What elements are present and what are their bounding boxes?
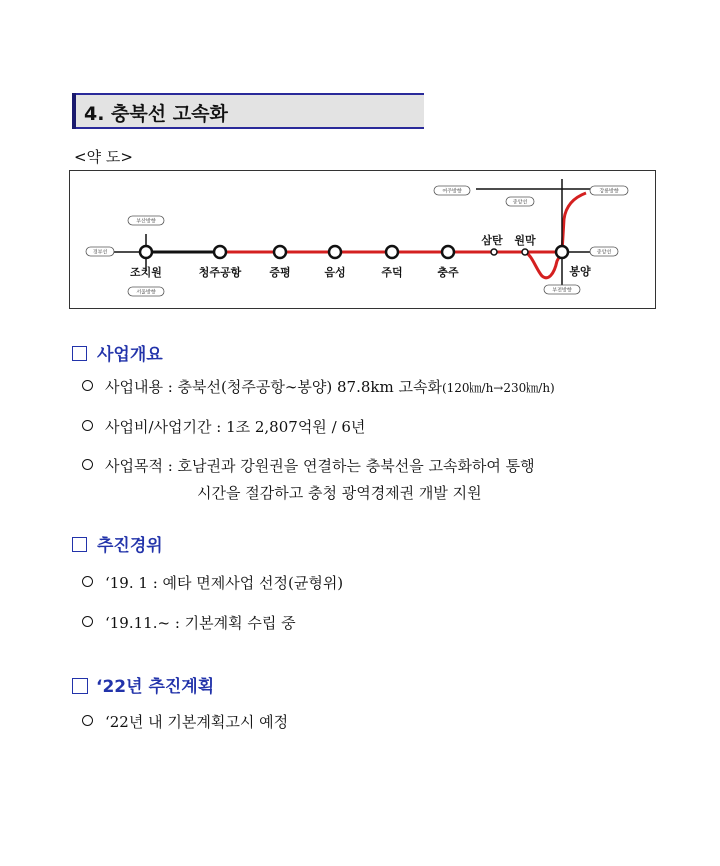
item-text: ‘19. 1 : 예타 면제사업 선정(균형위) — [105, 574, 344, 592]
heading-text: 추진경위 — [97, 536, 163, 556]
label-samtan: 삼탄 — [481, 234, 503, 247]
station-samtan — [491, 249, 497, 255]
station-bongyang — [556, 246, 568, 258]
bullet-circle-icon — [82, 420, 93, 431]
label-judeok: 주덕 — [381, 266, 403, 279]
label-jochiwon: 조치원 — [130, 266, 162, 279]
bullet-circle-icon — [82, 715, 93, 726]
svg-text:여주방향: 여주방향 — [442, 188, 462, 195]
tag-busan — [128, 216, 164, 225]
heading-text: ‘22년 추진계획 — [96, 677, 215, 697]
tag-yeoju — [434, 186, 470, 195]
page-title: 4. 충북선 고속화 — [84, 103, 228, 125]
list-item — [82, 711, 288, 732]
section-heading-plan — [72, 672, 214, 697]
svg-text:부산방향: 부산방향 — [136, 218, 156, 225]
section-heading-overview — [72, 340, 163, 365]
label-eumseong: 음성 — [324, 266, 346, 279]
section-heading-progress — [72, 531, 163, 556]
svg-text:강릉방향: 강릉방향 — [599, 188, 619, 195]
station-jochiwon — [140, 246, 152, 258]
station-chungju — [442, 246, 454, 258]
tag-bujeon — [544, 285, 580, 294]
label-bongyang: 봉양 — [569, 265, 591, 278]
checkbox-square-icon — [72, 537, 87, 552]
item-text: 사업비/사업기간 : 1조 2,807억원 / 6년 — [105, 418, 366, 436]
item-text: 사업목적 : 호남권과 강원권을 연결하는 충북선을 고속화하여 통행 — [105, 457, 535, 475]
checkbox-square-icon — [72, 678, 88, 694]
tag-jungang-top — [506, 197, 534, 206]
list-item — [82, 455, 535, 476]
svg-text:중앙선: 중앙선 — [596, 249, 612, 256]
label-chungju: 충주 — [437, 266, 459, 279]
list-item — [82, 572, 343, 593]
checkbox-square-icon — [72, 346, 87, 361]
tag-seoul — [128, 287, 164, 296]
bullet-circle-icon — [82, 380, 93, 391]
station-cheongju-airport — [214, 246, 226, 258]
route-map — [69, 170, 656, 309]
label-jeungpyeong: 증평 — [269, 266, 291, 279]
map-caption: <약 도> — [74, 148, 133, 166]
list-item — [82, 612, 296, 633]
title-accent-bar — [72, 93, 76, 129]
new-line-gangneung — [562, 193, 586, 252]
tag-jungang-right — [590, 247, 618, 256]
section-title-box — [72, 93, 424, 129]
tag-gyeongbu — [86, 247, 114, 256]
station-eumseong — [329, 246, 341, 258]
bullet-circle-icon — [82, 616, 93, 627]
station-jeungpyeong — [274, 246, 286, 258]
list-item — [82, 376, 555, 397]
station-wonmak — [522, 249, 528, 255]
list-item-continuation: 시간을 절감하고 충청 광역경제권 개발 지원 — [197, 484, 482, 502]
route-map-svg — [70, 171, 655, 308]
bullet-circle-icon — [82, 459, 93, 470]
bullet-circle-icon — [82, 576, 93, 587]
item-text: ‘19.11.~ : 기본계획 수립 중 — [105, 614, 296, 632]
label-cheongju-airport: 청주공항 — [198, 266, 242, 279]
label-wonmak: 원막 — [514, 234, 536, 247]
tag-gangneung — [590, 186, 628, 195]
svg-text:중앙선: 중앙선 — [512, 199, 528, 206]
station-judeok — [386, 246, 398, 258]
heading-text: 사업개요 — [97, 345, 163, 365]
item-speed-text: (120㎞/h→230㎞/h) — [441, 381, 555, 395]
list-item — [82, 416, 365, 437]
svg-text:서울방향: 서울방향 — [136, 289, 156, 296]
item-text: 사업내용 : 충북선(청주공항∼봉양) 87.8km 고속화 — [105, 378, 442, 396]
svg-text:부전방향: 부전방향 — [552, 287, 572, 294]
item-text: ‘22년 내 기본계획고시 예정 — [105, 713, 289, 731]
svg-text:경부선: 경부선 — [92, 249, 108, 256]
